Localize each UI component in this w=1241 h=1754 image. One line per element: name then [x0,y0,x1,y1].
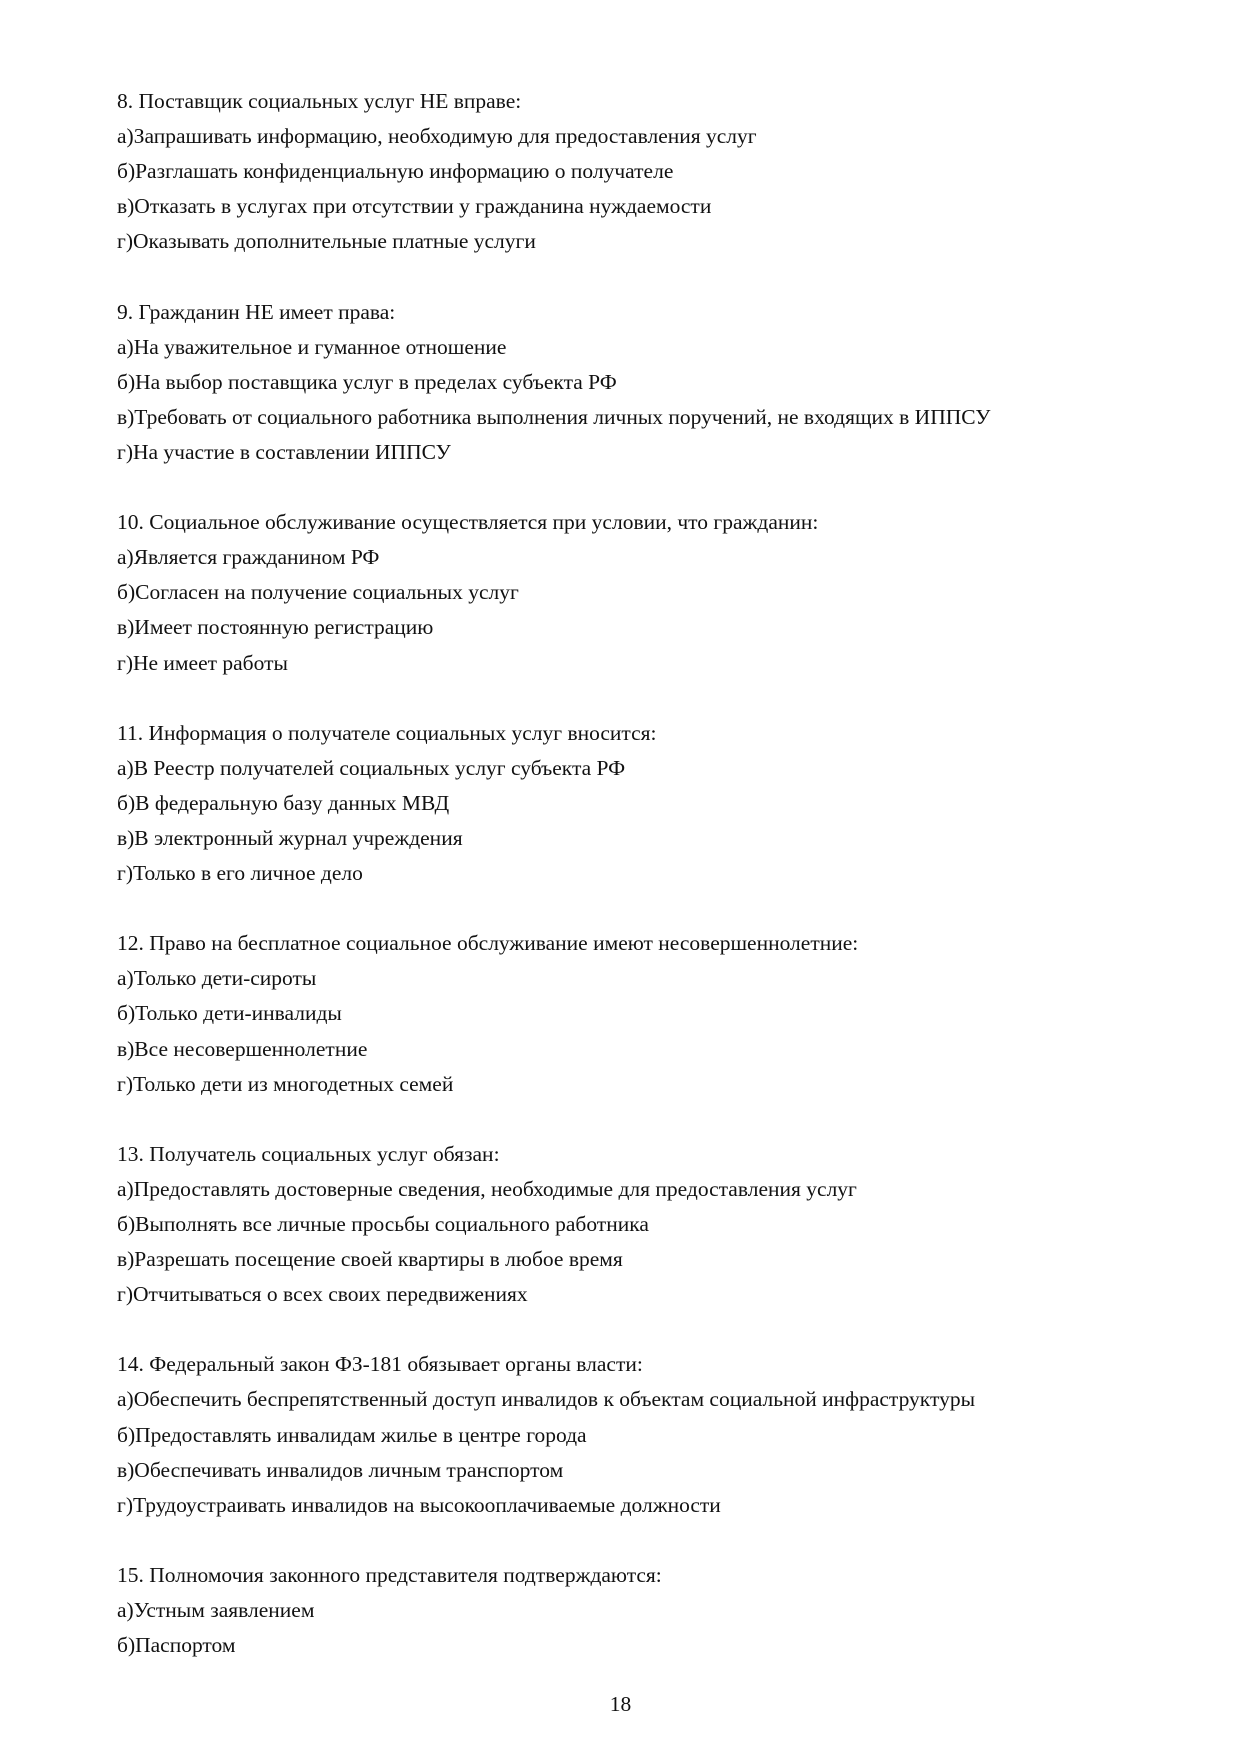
answer-option: б)На выбор поставщика услуг в пределах субъекта РФ [117,369,617,394]
answer-option: а)Обеспечить беспрепятственный доступ инвалидов к объектам социальной инфраструктуры [117,1387,976,1412]
page-number: 18 [609,1692,632,1716]
answer-option: в)Требовать от социального работника выполнения личных поручений, не входящих в ИППСУ [117,404,991,429]
question-block [117,1347,1177,1522]
answer-option: а)Устным заявлением [117,1598,315,1623]
question-block [117,926,1177,1101]
document-body [117,84,1177,1698]
answer-option: в)Обеспечивать инвалидов личным транспортом [117,1457,564,1482]
question-block [117,295,1177,470]
answer-option: б)Предоставлять инвалидам жилье в центре города [117,1422,587,1447]
answer-option: а)Предоставлять достоверные сведения, необходимые для предоставления услуг [117,1176,857,1201]
answer-option: г)Отчитываться о всех своих передвижениях [117,1282,528,1307]
answer-option: в)Разрешать посещение своей квартиры в любое время [117,1247,623,1272]
answer-option: г)Не имеет работы [117,650,288,675]
question-title: 8. Поставщик социальных услуг НЕ вправе: [117,89,522,113]
question-title: 12. Право на бесплатное социальное обслуживание имеют несовершеннолетние: [117,931,859,956]
question-title: 14. Федеральный закон ФЗ-181 обязывает органы власти: [117,1352,643,1377]
answer-option: б)Согласен на получение социальных услуг [117,580,519,605]
answer-option: в)Все несовершеннолетние [117,1036,368,1061]
answer-option: г)Только дети из многодетных семей [117,1071,454,1096]
answer-option: б)Разглашать конфиденциальную информацию о получателе [117,159,674,184]
answer-option: в)Отказать в услугах при отсутствии у гражданина нуждаемости [117,194,712,219]
answer-option: б)Выполнять все личные просьбы социального работника [117,1212,649,1236]
answer-option: а)Только дети-сироты [117,966,317,991]
answer-option: г)На участие в составлении ИППСУ [117,439,451,464]
question-block [117,1558,1177,1663]
answer-option: в)В электронный журнал учреждения [117,825,463,850]
question-block [117,84,1177,259]
question-block [117,505,1177,680]
answer-option: а)Запрашивать информацию, необходимую для предоставления услуг [117,124,757,149]
answer-option: в)Имеет постоянную регистрацию [117,615,434,640]
answer-option: а)В Реестр получателей социальных услуг субъекта РФ [117,755,626,780]
answer-option: г)Оказывать дополнительные платные услуги [117,229,536,254]
question-title: 10. Социальное обслуживание осуществляется при условии, что гражданин: [117,510,819,535]
answer-option: б)Только дети-инвалиды [117,1001,342,1026]
answer-option: а)Является гражданином РФ [117,545,380,570]
question-block [117,716,1177,891]
question-title: 15. Полномочия законного представителя подтверждаются: [117,1562,662,1587]
answer-option: а)На уважительное и гуманное отношение [117,334,507,359]
answer-option: г)Трудоустраивать инвалидов на высокооплачиваемые должности [117,1492,721,1517]
answer-option: г)Только в его личное дело [117,861,363,886]
answer-option: б)Паспортом [117,1633,236,1658]
question-title: 13. Получатель социальных услуг обязан: [117,1141,500,1166]
answer-option: б)В федеральную базу данных МВД [117,790,450,815]
question-title: 9. Гражданин НЕ имеет права: [117,299,396,324]
question-block [117,1137,1177,1312]
question-title: 11. Информация о получателе социальных услуг вносится: [117,720,657,745]
